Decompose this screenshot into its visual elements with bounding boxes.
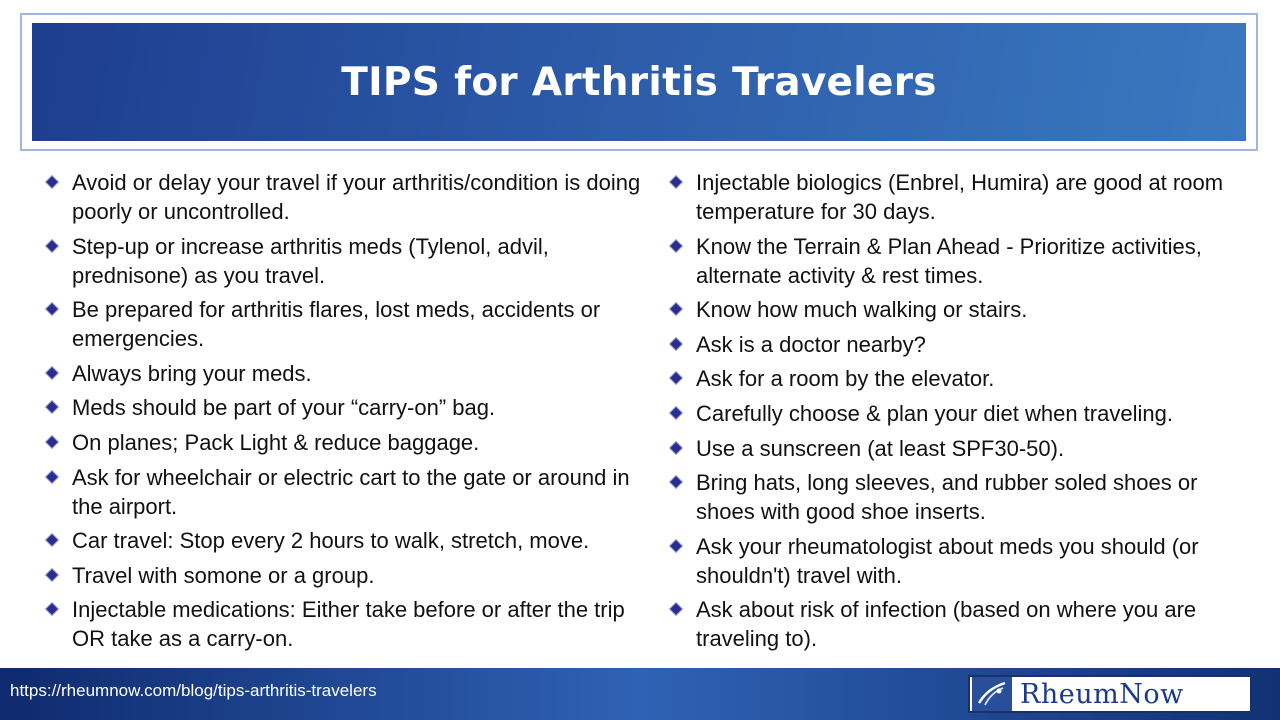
diamond-bullet-icon [670, 540, 681, 551]
tip-item [670, 399, 1240, 428]
tip-text: Ask your rheumatologist about meds you should (or shouldn't) travel with. [696, 533, 1199, 588]
tip-text: Know the Terrain & Plan Ahead - Prioritize activities, alternate activity & rest times. [696, 233, 1202, 288]
tip-item [670, 364, 1240, 393]
tip-item [670, 434, 1240, 463]
logo-wordmark: RheumNow [1020, 678, 1184, 710]
diamond-bullet-icon [670, 407, 681, 418]
diamond-bullet-icon [46, 569, 57, 580]
diamond-bullet-icon [46, 436, 57, 447]
tip-item [46, 561, 656, 590]
diamond-bullet-icon [670, 476, 681, 487]
right-tips-list [670, 168, 1240, 653]
tip-item [670, 168, 1240, 226]
tip-text: Ask is a doctor nearby? [696, 331, 926, 357]
diamond-bullet-icon [46, 304, 57, 315]
diamond-bullet-icon [670, 176, 681, 187]
rheumnow-logo-glyph [975, 679, 1009, 709]
left-tips-column [46, 168, 656, 659]
tip-text: Avoid or delay your travel if your arthritis/condition is doing poorly or uncontrolled. [72, 170, 641, 224]
slide-title: TIPS for Arthritis Travelers [341, 59, 937, 105]
tip-item [670, 330, 1240, 359]
tip-item [670, 532, 1240, 590]
tip-item [46, 295, 656, 353]
diamond-bullet-icon [46, 176, 57, 187]
tip-item [670, 468, 1240, 526]
diamond-bullet-icon [46, 471, 57, 482]
title-frame [20, 13, 1258, 151]
diamond-bullet-icon [670, 373, 681, 384]
diamond-bullet-icon [46, 604, 57, 615]
tip-text: Step-up or increase arthritis meds (Tylenol, advil, prednisone) as you travel. [72, 233, 549, 288]
left-tips-list [46, 168, 656, 653]
tip-text: Travel with somone or a group. [72, 562, 375, 588]
diamond-bullet-icon [46, 534, 57, 545]
tip-text: Be prepared for arthritis flares, lost meds, accidents or emergencies. [72, 297, 601, 352]
tip-text: Ask for a room by the elevator. [696, 366, 995, 392]
diamond-bullet-icon [670, 240, 681, 251]
diamond-bullet-icon [670, 304, 681, 315]
tip-text: Car travel: Stop every 2 hours to walk, stretch, move. [72, 528, 590, 554]
tip-text: Carefully choose & plan your diet when traveling. [696, 400, 1173, 426]
tip-item [670, 232, 1240, 290]
tip-text: Meds should be part of your “carry-on” bag. [72, 395, 496, 421]
diamond-bullet-icon [46, 240, 57, 251]
right-tips-column [670, 168, 1240, 659]
tip-item [670, 295, 1240, 324]
tip-text: Injectable biologics (Enbrel, Humira) are good at room temperature for 30 days. [696, 170, 1224, 224]
tip-text: On planes; Pack Light & reduce baggage. [72, 429, 480, 455]
diamond-bullet-icon [46, 402, 57, 413]
tip-item [46, 428, 656, 457]
tip-text: Use a sunscreen (at least SPF30-50). [696, 435, 1065, 461]
tip-item [46, 595, 656, 653]
tip-text: Ask about risk of infection (based on where you are traveling to). [696, 597, 1197, 652]
tip-text: Know how much walking or stairs. [696, 297, 1028, 323]
tip-item [46, 359, 656, 388]
tip-text: Bring hats, long sleeves, and rubber soled shoes or shoes with good shoe inserts. [696, 470, 1198, 525]
tip-item [46, 463, 656, 521]
diamond-bullet-icon [670, 604, 681, 615]
diamond-bullet-icon [46, 367, 57, 378]
source-url[interactable]: https://rheumnow.com/blog/tips-arthritis-travelers [10, 681, 377, 700]
tip-item [46, 393, 656, 422]
rheumnow-logo [968, 675, 1252, 713]
tip-item [46, 168, 656, 226]
tip-text: Always bring your meds. [72, 360, 312, 386]
rheumnow-logo-icon [972, 677, 1012, 711]
diamond-bullet-icon [670, 338, 681, 349]
tip-text: Ask for wheelchair or electric cart to the gate or around in the airport. [72, 464, 630, 519]
tip-text: Injectable medications: Either take before or after the trip OR take as a carry-on. [72, 597, 625, 652]
title-banner [32, 23, 1246, 141]
footer-bar [0, 668, 1280, 720]
tip-item [46, 526, 656, 555]
diamond-bullet-icon [670, 442, 681, 453]
tip-item [670, 595, 1240, 653]
tip-item [46, 232, 656, 290]
